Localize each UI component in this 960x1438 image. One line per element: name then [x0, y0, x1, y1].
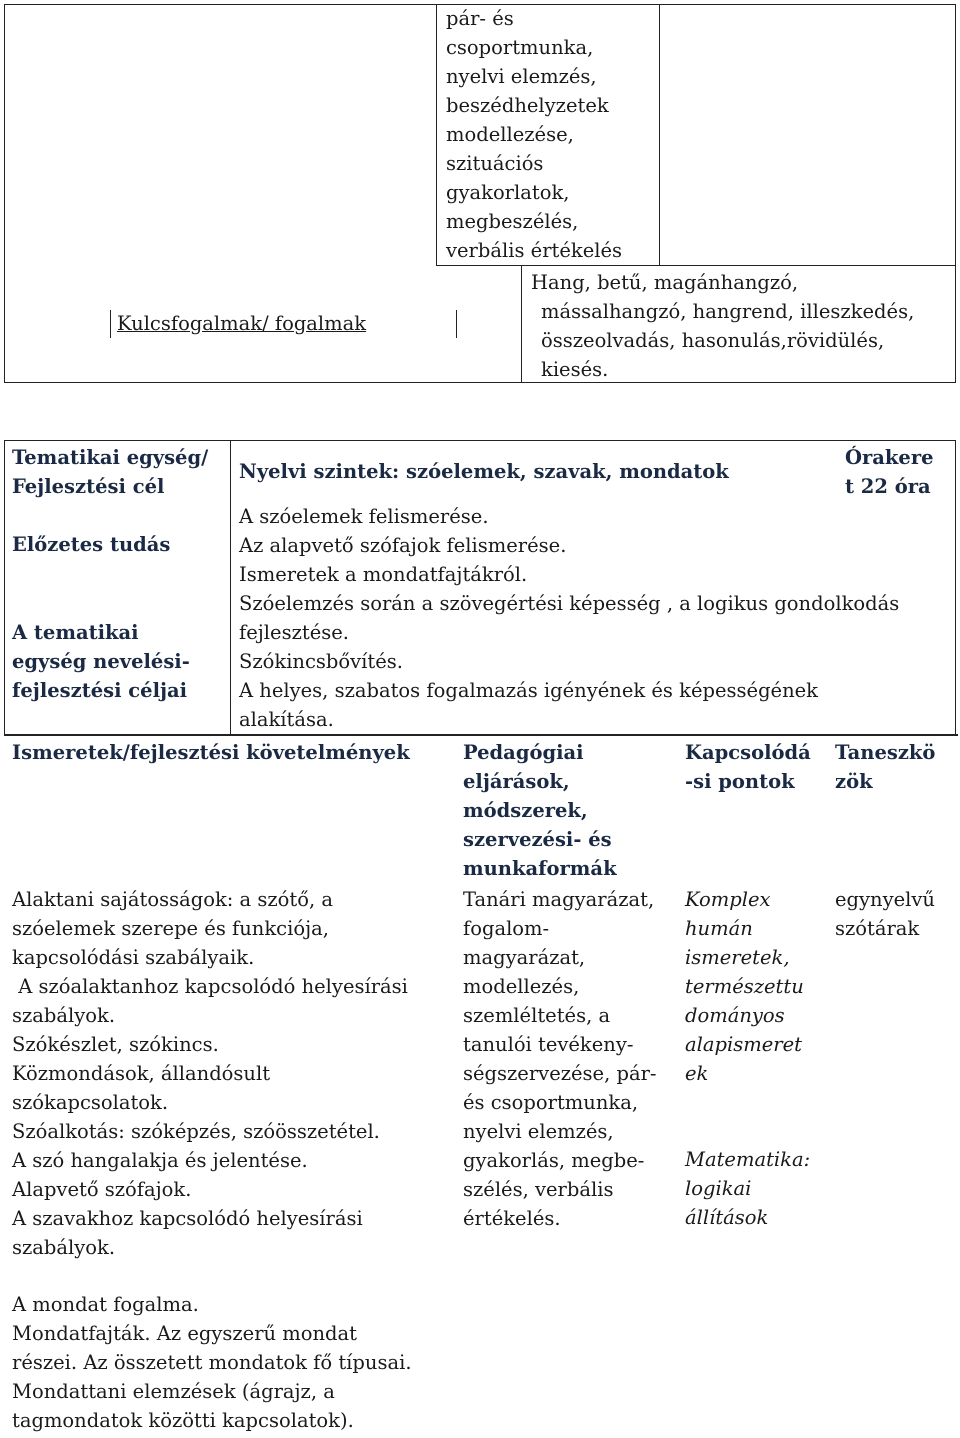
text-line: Taneszkö — [835, 741, 936, 764]
text-line: Tematikai egység/ — [12, 446, 209, 469]
text-line: és csoportmunka, — [463, 1091, 639, 1114]
text-line: tanulói tevékeny- — [463, 1033, 634, 1056]
text-line: Mondattani elemzések (ágrajz, a — [12, 1380, 335, 1403]
text-line: Szóalkotás: szóképzés, szóösszetétel. — [12, 1120, 380, 1143]
text-line: munkaformák — [463, 857, 617, 880]
prior-knowledge-text — [239, 502, 566, 589]
text-line: kiesés. — [541, 358, 609, 381]
text-line: csoportmunka, — [446, 36, 594, 59]
text-line: ek — [685, 1062, 709, 1085]
text-line: fejlesztési céljai — [12, 679, 188, 702]
text-line: modellezés, — [463, 975, 580, 998]
text-line: részei. Az összetett mondatok fő típusai. — [12, 1351, 412, 1374]
text-line: szótárak — [835, 917, 920, 940]
text-line: szervezési- és — [463, 828, 612, 851]
text-line: pár- és — [446, 7, 514, 30]
knowledge-text-2 — [12, 1290, 412, 1435]
text-line: Ismeretek a mondatfajtákról. — [239, 563, 528, 586]
links-text — [685, 885, 804, 1088]
methods-text — [463, 885, 657, 1233]
text-line: gyakorlás, megbe- — [463, 1149, 645, 1172]
text-line: verbális értékelés — [446, 239, 623, 262]
text-line: Alaktani sajátosságok: a szótő, a — [12, 888, 333, 911]
tools-text — [835, 885, 935, 943]
text-line: A helyes, szabatos fogalmazás igényének és képességének — [239, 679, 819, 702]
header-methods — [463, 738, 617, 883]
text-line: kapcsolódási szabályaik. — [12, 946, 255, 969]
goals-text — [239, 589, 899, 734]
text-line: Fejlesztési cél — [12, 475, 165, 498]
text-line: A mondat fogalma. — [12, 1293, 199, 1316]
text-line: Komplex — [685, 888, 771, 911]
text-line: alakítása. — [239, 708, 334, 731]
text-line: -si pontok — [685, 770, 795, 793]
text-line: Hang, betű, magánhangzó, — [531, 271, 799, 294]
text-line: alapismeret — [685, 1033, 802, 1056]
text-line: Az alapvető szófajok felismerése. — [239, 534, 567, 557]
header-tools — [835, 738, 935, 796]
text-line: szituációs — [446, 152, 544, 175]
text-line: értékelés. — [463, 1207, 561, 1230]
text-line: egység nevelési- — [12, 650, 190, 673]
text-line: Pedagógiai — [463, 741, 584, 764]
text-line: Kapcsolódá — [685, 741, 811, 764]
text-line: A szavakhoz kapcsolódó helyesírási — [12, 1207, 363, 1230]
text-line: eljárások, — [463, 770, 570, 793]
text-line: ségszervezése, pár- — [463, 1062, 657, 1085]
prior-knowledge-label: Előzetes tudás — [12, 533, 171, 556]
text-line: modellezése, — [446, 123, 574, 146]
text-line: Szókincsbővítés. — [239, 650, 403, 673]
text-line: logikai — [685, 1177, 752, 1200]
text-line: magyarázat, — [463, 946, 586, 969]
header-knowledge: Ismeretek/fejlesztési követelmények — [12, 741, 410, 764]
key-concepts-text — [531, 42, 914, 384]
text-line: fogalom- — [463, 917, 550, 940]
text-line: szabályok. — [12, 1004, 116, 1027]
text-line: A szóalaktanhoz kapcsolódó helyesírási — [12, 975, 408, 998]
text-line: állítások — [685, 1206, 769, 1229]
text-line: szélés, verbális — [463, 1178, 614, 1201]
text-line: dományos — [685, 1004, 785, 1027]
unit-title: Nyelvi szintek: szóelemek, szavak, mondatok — [239, 460, 729, 483]
text-line: beszédhelyzetek — [446, 94, 609, 117]
knowledge-text — [12, 885, 408, 1262]
text-line: szabályok. — [12, 1236, 116, 1259]
text-line: nyelvi elemzés, — [463, 1120, 614, 1143]
text-line: Szókészlet, szókincs. — [12, 1033, 219, 1056]
text-line: Szóelemzés során a szövegértési képesség , a logikus gondolkodás — [239, 592, 900, 615]
text-line: szókapcsolatok. — [12, 1091, 169, 1114]
unit-label — [12, 443, 208, 501]
text-line: Közmondások, állandósult — [12, 1062, 271, 1085]
text-line: Tanári magyarázat, — [463, 888, 655, 911]
text-line: tagmondatok közötti kapcsolatok). — [12, 1409, 354, 1432]
text-line: módszerek, — [463, 799, 588, 822]
text-line: összeolvadás, hasonulás,rövidülés, — [541, 329, 885, 352]
text-line: fejlesztése. — [239, 621, 349, 644]
text-line: gyakorlatok, — [446, 181, 570, 204]
text-line: Mondatfajták. Az egyszerű mondat — [12, 1322, 358, 1345]
text-line: megbeszélés, — [446, 210, 579, 233]
text-line: A szó hangalakja és jelentése. — [12, 1149, 308, 1172]
text-line: nyelvi elemzés, — [446, 65, 597, 88]
text-line: Alapvető szófajok. — [12, 1178, 192, 1201]
goals-label — [12, 618, 190, 705]
links-text-2 — [685, 1145, 810, 1232]
text-line: t 22 óra — [845, 475, 931, 498]
text-line: humán — [685, 917, 753, 940]
key-concepts-label: Kulcsfogalmak/ fogalmak — [117, 312, 367, 335]
text-line: szemléltetés, a — [463, 1004, 611, 1027]
text-line: Órakere — [845, 446, 934, 469]
hours — [845, 443, 934, 501]
text-line: zök — [835, 770, 873, 793]
text-line: A szóelemek felismerése. — [239, 505, 489, 528]
text-line: ismeretek, — [685, 946, 790, 969]
text-line: egynyelvű — [835, 888, 935, 911]
header-links — [685, 738, 811, 796]
text-line: szóelemek szerepe és funkciója, — [12, 917, 329, 940]
text-line: Matematika: — [685, 1148, 811, 1171]
text-line: természettu — [685, 975, 804, 998]
text-line: A tematikai — [12, 621, 139, 644]
text-line: mássalhangzó, hangrend, illeszkedés, — [541, 300, 915, 323]
